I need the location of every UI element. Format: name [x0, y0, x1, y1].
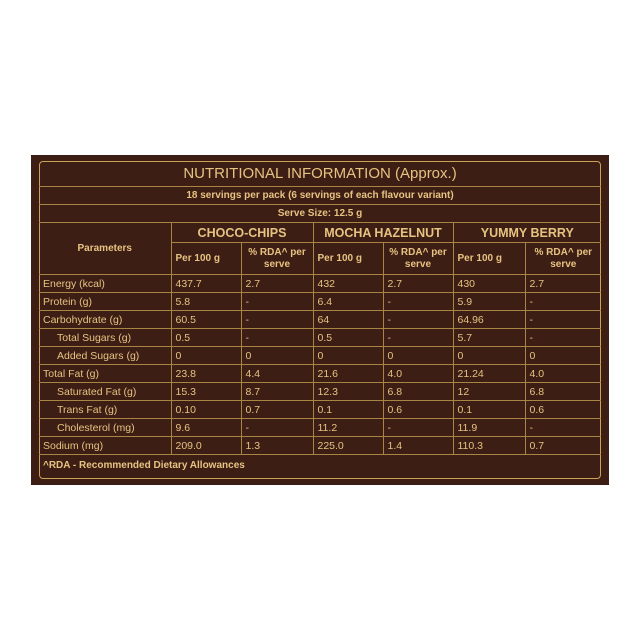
row-label: Protein (g)	[39, 293, 171, 311]
row-label: Sodium (mg)	[39, 437, 171, 455]
rda-header: % RDA^ per serve	[525, 243, 601, 275]
row-value: -	[525, 419, 601, 437]
row-value: 0.5	[171, 329, 241, 347]
table-row	[39, 311, 601, 329]
row-value: 209.0	[171, 437, 241, 455]
footnote: ^RDA - Recommended Dietary Allowances	[39, 455, 601, 478]
row-value: 1.4	[383, 437, 453, 455]
rda-header: % RDA^ per serve	[383, 243, 453, 275]
row-value: 110.3	[453, 437, 525, 455]
row-value: 0	[241, 347, 313, 365]
row-value: 23.8	[171, 365, 241, 383]
row-value: 5.9	[453, 293, 525, 311]
row-value: -	[383, 419, 453, 437]
table-row	[39, 365, 601, 383]
row-value: 0	[453, 347, 525, 365]
row-value: 1.3	[241, 437, 313, 455]
row-value: 8.7	[241, 383, 313, 401]
row-value: 437.7	[171, 275, 241, 293]
row-value: 11.2	[313, 419, 383, 437]
row-value: 64	[313, 311, 383, 329]
row-value: -	[241, 329, 313, 347]
row-value: 0.7	[241, 401, 313, 419]
row-value: 9.6	[171, 419, 241, 437]
rda-header: % RDA^ per serve	[241, 243, 313, 275]
per100-header: Per 100 g	[453, 243, 525, 275]
row-value: 0.5	[313, 329, 383, 347]
row-value: 12	[453, 383, 525, 401]
row-value: 64.96	[453, 311, 525, 329]
row-value: 0	[525, 347, 601, 365]
row-value: 0	[313, 347, 383, 365]
table-row	[39, 329, 601, 347]
row-value: 21.24	[453, 365, 525, 383]
flavour-yummy-berry: YUMMY BERRY	[453, 223, 601, 243]
row-value: -	[241, 311, 313, 329]
row-value: 0.6	[525, 401, 601, 419]
row-value: 432	[313, 275, 383, 293]
row-value: -	[525, 311, 601, 329]
table-row	[39, 293, 601, 311]
row-value: 0.7	[525, 437, 601, 455]
table-row	[39, 401, 601, 419]
row-value: 4.0	[525, 365, 601, 383]
row-label: Cholesterol (mg)	[39, 419, 171, 437]
table-row	[39, 275, 601, 293]
nutrition-table	[39, 161, 601, 477]
row-value: 4.0	[383, 365, 453, 383]
row-value: -	[383, 293, 453, 311]
per100-header: Per 100 g	[171, 243, 241, 275]
serve-size: Serve Size: 12.5 g	[39, 205, 601, 223]
row-value: -	[383, 329, 453, 347]
table-row	[39, 437, 601, 455]
parameters-header: Parameters	[39, 223, 171, 275]
row-value: 2.7	[525, 275, 601, 293]
row-value: 21.6	[313, 365, 383, 383]
row-value: 0	[171, 347, 241, 365]
row-value: 0.6	[383, 401, 453, 419]
row-value: 225.0	[313, 437, 383, 455]
row-value: 5.7	[453, 329, 525, 347]
row-value: 11.9	[453, 419, 525, 437]
row-value: -	[525, 293, 601, 311]
servings-note: 18 servings per pack (6 servings of each flavour variant)	[39, 187, 601, 205]
row-value: 6.8	[383, 383, 453, 401]
per100-header: Per 100 g	[313, 243, 383, 275]
row-value: 12.3	[313, 383, 383, 401]
row-value: -	[241, 419, 313, 437]
row-value: 6.8	[525, 383, 601, 401]
flavour-mocha-hazelnut: MOCHA HAZELNUT	[313, 223, 453, 243]
row-value: 60.5	[171, 311, 241, 329]
flavour-choco-chips: CHOCO-CHIPS	[171, 223, 313, 243]
row-value: -	[241, 293, 313, 311]
row-value: -	[525, 329, 601, 347]
table-title: NUTRITIONAL INFORMATION (Approx.)	[39, 161, 601, 187]
row-value: 0.1	[453, 401, 525, 419]
row-value: 0	[383, 347, 453, 365]
row-label: Saturated Fat (g)	[39, 383, 171, 401]
table-row	[39, 383, 601, 401]
row-label: Trans Fat (g)	[39, 401, 171, 419]
row-value: 0.10	[171, 401, 241, 419]
row-label: Carbohydrate (g)	[39, 311, 171, 329]
table-row	[39, 419, 601, 437]
row-label: Added Sugars (g)	[39, 347, 171, 365]
row-value: 2.7	[383, 275, 453, 293]
row-value: 0.1	[313, 401, 383, 419]
row-label: Total Sugars (g)	[39, 329, 171, 347]
row-value: 15.3	[171, 383, 241, 401]
row-label: Energy (kcal)	[39, 275, 171, 293]
table-row	[39, 347, 601, 365]
row-label: Total Fat (g)	[39, 365, 171, 383]
row-value: 2.7	[241, 275, 313, 293]
row-value: 430	[453, 275, 525, 293]
row-value: 4.4	[241, 365, 313, 383]
row-value: 5.8	[171, 293, 241, 311]
row-value: 6.4	[313, 293, 383, 311]
row-value: -	[383, 311, 453, 329]
